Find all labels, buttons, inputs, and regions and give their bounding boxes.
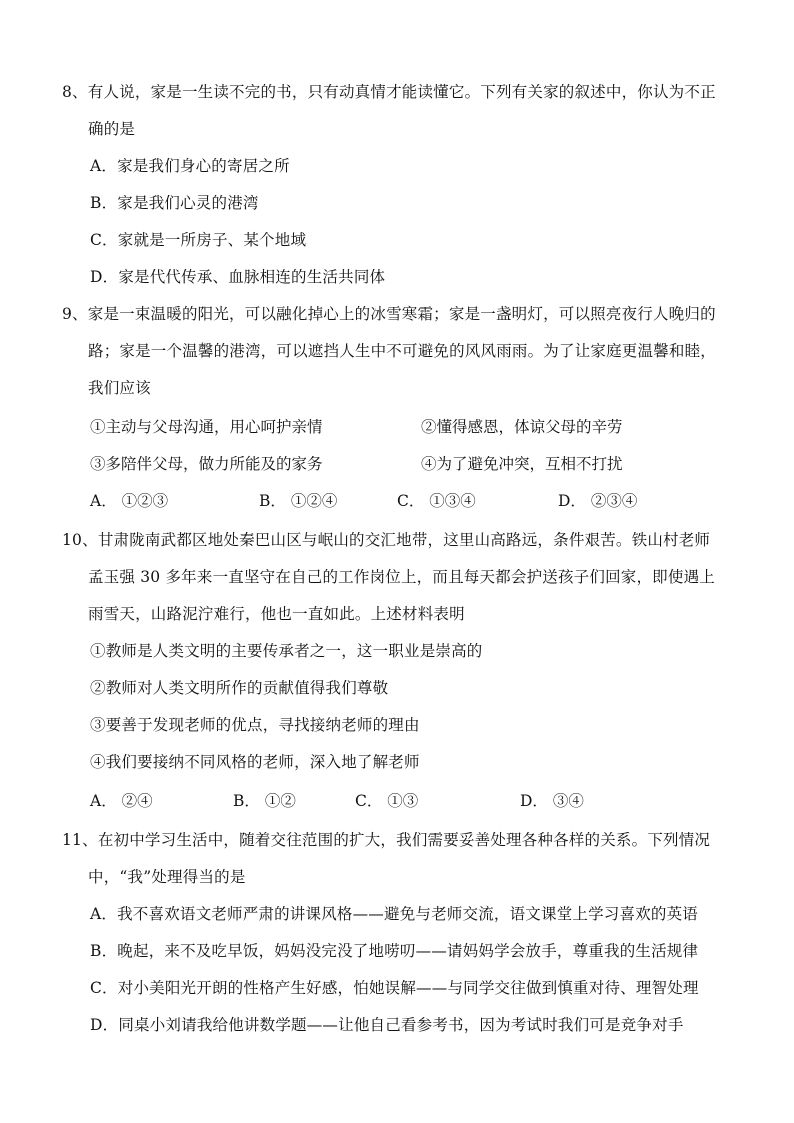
question-10-choice-c: C． ①③ [355, 792, 419, 810]
question-9-stem-line-2: 路；家是一个温馨的港湾，可以遮挡人生中不可避免的风风雨雨。为了让家庭更温馨和睦， [88, 342, 717, 360]
question-10-choice-a: A． ②④ [90, 792, 153, 810]
question-9-statement-4: ④为了避免冲突，互相不打扰 [421, 455, 623, 473]
question-8-stem-line-1: 8、有人说，家是一生读不完的书，只有动真情才能读懂它。下列有关家的叙述中，你认为不正 [62, 83, 716, 101]
question-10-stem-line-1: 10、甘肃陇南武都区地处秦巴山区与岷山的交汇地带，这里山高路远，条件艰苦。铁山村老师 [62, 531, 711, 549]
question-11-option-d: D．同桌小刘请我给他讲数学题——让他自己看参考书，因为考试时我们可是竞争对手 [90, 1016, 684, 1034]
question-8-option-b: B．家是我们心灵的港湾 [90, 194, 259, 212]
question-10-statement-3: ③要善于发现老师的优点，寻找接纳老师的理由 [90, 716, 420, 734]
question-10-statement-4: ④我们要接纳不同风格的老师，深入地了解老师 [90, 753, 420, 771]
question-8-stem-line-2: 确的是 [88, 120, 136, 138]
question-10-statement-1: ①教师是人类文明的主要传承者之一，这一职业是崇高的 [90, 642, 483, 660]
question-9-statement-row-1 [90, 417, 740, 437]
question-8-option-c: C．家就是一所房子、某个地域 [90, 231, 307, 249]
question-8-option-a: A．家是我们身心的寄居之所 [90, 157, 290, 175]
question-9-choice-a: A． ①②③ [90, 492, 169, 510]
question-11-option-c: C．对小美阳光开朗的性格产生好感，怕她误解——与同学交往做到慎重对待、理智处理 [90, 979, 699, 997]
question-10-choices [90, 791, 740, 811]
question-11-stem-line-2: 中，“我”处理得当的是 [88, 868, 246, 886]
question-9-statement-row-2 [90, 454, 740, 474]
question-9-statement-1: ①主动与父母沟通，用心呵护亲情 [90, 418, 323, 436]
question-11-option-a: A．我不喜欢语文老师严肃的讲课风格——避免与老师交流，语文课堂上学习喜欢的英语 [90, 905, 698, 923]
question-8-option-d: D．家是代代传承、血脉相连的生活共同体 [90, 268, 386, 286]
question-9-stem-line-3: 我们应该 [88, 379, 151, 397]
question-9-choices [90, 491, 740, 511]
question-10-choice-d: D． ③④ [520, 792, 584, 810]
question-9-statement-3: ③多陪伴父母，做力所能及的家务 [90, 455, 323, 473]
question-9-choice-b: B． ①②④ [259, 492, 338, 510]
question-9-stem-line-1: 9、家是一束温暖的阳光，可以融化掉心上的冰雪寒霜；家是一盏明灯，可以照亮夜行人晚归的 [62, 305, 716, 323]
question-11-stem-line-1: 11、在初中学习生活中，随着交往范围的扩大，我们需要妥善处理各种各样的关系。下列情况 [62, 831, 711, 849]
question-11-option-b: B．晚起，来不及吃早饭，妈妈没完没了地唠叨——请妈妈学会放手，尊重我的生活规律 [90, 942, 699, 960]
question-10-stem-line-2: 孟玉强 30 多年来一直坚守在自己的工作岗位上，而且每天都会护送孩子们回家，即使遇上 [88, 568, 715, 586]
question-9-statement-2: ②懂得感恩，体谅父母的辛劳 [421, 418, 623, 436]
question-10-choice-b: B． ①② [233, 792, 296, 810]
question-9-choice-c: C． ①③④ [397, 492, 476, 510]
question-10-stem-line-3: 雨雪天，山路泥泞难行，他也一直如此。上述材料表明 [88, 605, 465, 623]
question-9-choice-d: D． ②③④ [558, 492, 638, 510]
question-10-statement-2: ②教师对人类文明所作的贡献值得我们尊敬 [90, 679, 389, 697]
